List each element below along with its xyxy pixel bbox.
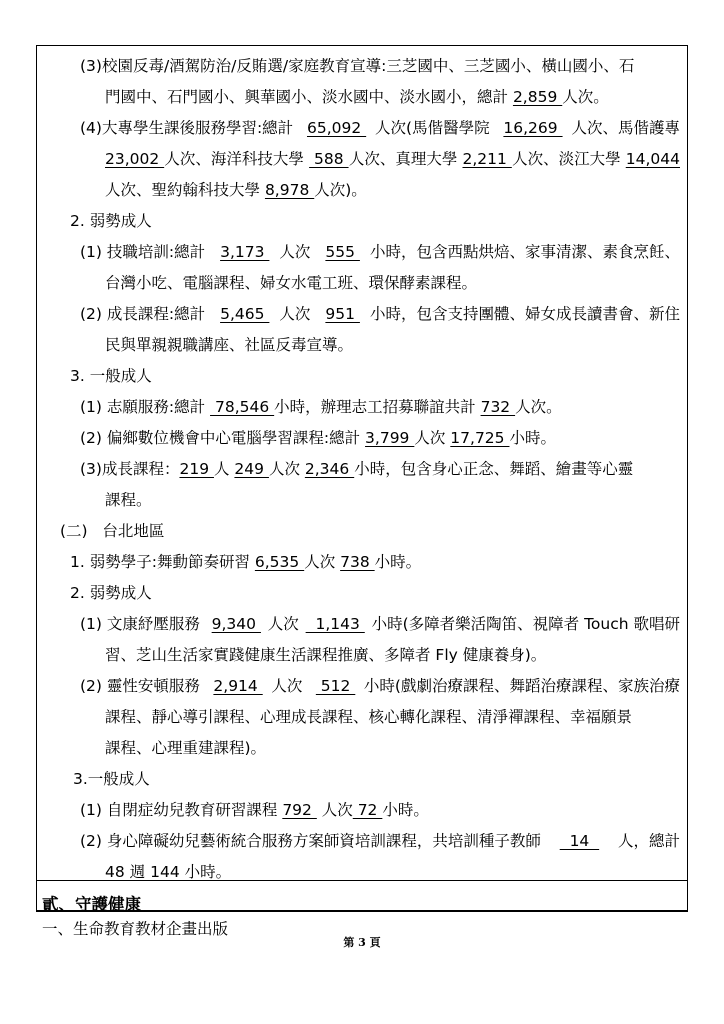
text-run: 門國中、石門國小、興華國小、淡水國中、淡水國小，總計	[105, 88, 513, 106]
underlined-number: 16,269	[503, 119, 563, 137]
underlined-number: 3,173	[220, 243, 270, 261]
text-line	[80, 427, 556, 449]
text-run: 民與單親親職講座、社區反毒宣導。	[105, 336, 354, 354]
text-run: (2) 靈性安頓服務	[80, 677, 205, 695]
text-run: 2. 弱勢成人	[70, 584, 152, 602]
underlined-number: 2,914	[213, 677, 263, 695]
text-run: 3.一般成人	[73, 770, 150, 788]
text-line	[105, 861, 231, 883]
text-line	[70, 210, 152, 232]
underlined-number: 72	[352, 801, 383, 819]
text-run: 小時，辦理志工招募聯誼共計	[274, 398, 481, 416]
text-run: (3)成長課程：	[80, 460, 180, 478]
text-run: 人次、聖約翰科技大學	[105, 181, 265, 199]
text-line	[105, 644, 546, 666]
underlined-number: 2,211	[462, 150, 512, 168]
text-run: (2) 身心障礙幼兒藝術統合服務方案師資培訓課程，共培訓種子教師	[80, 832, 541, 850]
text-run: 小時，包含西點烘焙、家事清潔、素食烹飪、	[369, 243, 680, 261]
text-run: 人次。	[562, 88, 609, 106]
text-run: 週	[129, 863, 151, 881]
text-line	[80, 117, 680, 139]
text-run: 人次(馬偕醫學院	[375, 119, 495, 137]
text-line	[105, 489, 152, 511]
underlined-number: 14	[559, 832, 600, 850]
underlined-number: 5,465	[220, 305, 270, 323]
underlined-number: 48	[105, 863, 130, 881]
underlined-number: 2,859	[512, 88, 563, 106]
text-run: 1. 弱勢學子:舞動節奏研習	[70, 553, 255, 571]
text-run: 人次	[279, 243, 316, 261]
underlined-number: 78,546	[210, 398, 275, 416]
text-run: 人次。	[515, 398, 562, 416]
text-run: 習、芝山生活家實踐健康生活課程推廣、多障者 Fly 健康養身)。	[105, 646, 547, 664]
text-run: 小時。	[382, 801, 429, 819]
text-run: 人次	[316, 801, 353, 819]
text-line	[70, 551, 421, 573]
underlined-number: 588	[309, 150, 349, 168]
text-run: 人，總計	[617, 832, 680, 850]
underlined-number: 3,799	[365, 429, 415, 447]
underlined-number: 732	[480, 398, 516, 416]
text-line	[80, 396, 562, 418]
text-run: (2) 偏鄉數位機會中心電腦學習課程:總計	[80, 429, 366, 447]
text-run: 小時。	[509, 429, 556, 447]
text-run: 人次、真理大學	[348, 150, 463, 168]
sub-heading: 一、生命教育教材企畫出版	[42, 920, 229, 938]
page-number: 第 3 頁	[343, 936, 381, 949]
text-run: 人次	[268, 460, 305, 478]
text-run: 人次	[279, 305, 316, 323]
text-run: (4)大專學生課後服務學習:總計	[80, 119, 299, 137]
text-line	[80, 55, 680, 77]
underlined-number: 219	[179, 460, 214, 478]
text-line	[80, 799, 429, 821]
text-run: 3. 一般成人	[70, 367, 152, 385]
text-line	[105, 272, 477, 294]
underlined-number: 9,340	[211, 615, 261, 633]
text-line	[105, 737, 266, 759]
text-line	[105, 334, 353, 356]
text-run: (1) 文康紓壓服務	[80, 615, 205, 633]
section-heading: 貳、守護健康	[42, 895, 141, 914]
underlined-number: 738	[340, 553, 375, 571]
text-run: 人次	[414, 429, 451, 447]
text-run: 小時，包含身心正念、舞蹈、繪畫等心靈	[354, 460, 634, 478]
text-run: 2. 弱勢成人	[70, 212, 152, 230]
underlined-number: 2,346	[304, 460, 355, 478]
text-run: 課程、心理重建課程)。	[105, 739, 267, 757]
text-line	[80, 613, 680, 635]
text-line	[105, 86, 609, 108]
underlined-number: 23,002	[105, 150, 165, 168]
text-run: (二) 台北地區	[60, 522, 165, 540]
text-line	[105, 148, 680, 170]
text-line	[80, 830, 680, 852]
underlined-number: 249	[234, 460, 269, 478]
text-run: 小時。	[184, 863, 232, 881]
text-line	[73, 768, 150, 790]
text-run: 人次	[304, 553, 341, 571]
text-line	[70, 582, 152, 604]
text-line	[80, 241, 680, 263]
underlined-number: 1,143	[305, 615, 365, 633]
text-run: 小時(戲劇治療課程、舞蹈治療課程、家族治療	[363, 677, 680, 695]
text-line	[70, 365, 152, 387]
text-run: 人次、馬偕護專	[571, 119, 680, 137]
text-line	[105, 706, 680, 728]
underlined-number: 512	[315, 677, 356, 695]
text-run: 人次、淡江大學	[512, 150, 626, 168]
text-line	[80, 675, 680, 697]
text-run: 課程、靜心導引課程、心理成長課程、核心轉化課程、清淨禪課程、幸福願景	[105, 708, 633, 726]
underlined-number: 8,978	[264, 181, 315, 199]
underlined-number: 555	[325, 243, 360, 261]
underlined-number: 144	[150, 863, 185, 881]
underlined-number: 14,044	[625, 150, 680, 168]
text-line	[105, 179, 367, 201]
text-run: 人次、海洋科技大學	[164, 150, 309, 168]
underlined-number: 17,725	[450, 429, 510, 447]
text-run: (1) 技職培訓:總計	[80, 243, 211, 261]
text-run: 小時。	[374, 553, 422, 571]
text-line	[60, 520, 164, 542]
text-run: 人次)。	[314, 181, 367, 199]
text-run: 人	[213, 460, 235, 478]
text-run: (2) 成長課程:總計	[80, 305, 211, 323]
text-run: 人次	[267, 615, 299, 633]
text-run: 小時，包含支持團體、婦女成長讀書會、新住	[369, 305, 680, 323]
text-run: (1) 自閉症幼兒教育研習課程	[80, 801, 283, 819]
text-run: 台灣小吃、電腦課程、婦女水電工班、環保酵素課程。	[105, 274, 478, 292]
text-run: 小時(多障者樂活陶笛、視障者 Touch 歌唱研	[371, 615, 680, 633]
underlined-number: 6,535	[254, 553, 305, 571]
underlined-number: 65,092	[306, 119, 367, 137]
text-line	[80, 303, 680, 325]
text-run: (3)校園反毒/酒駕防治/反賄選/家庭教育宣導:三芝國中、三芝國小、橫山國小、石	[80, 57, 635, 75]
text-run: 人次	[271, 677, 308, 695]
text-run: (1) 志願服務:總計	[80, 398, 211, 416]
underlined-number: 951	[325, 305, 360, 323]
underlined-number: 792	[282, 801, 317, 819]
text-run: 課程。	[105, 491, 152, 509]
text-line	[80, 458, 633, 480]
